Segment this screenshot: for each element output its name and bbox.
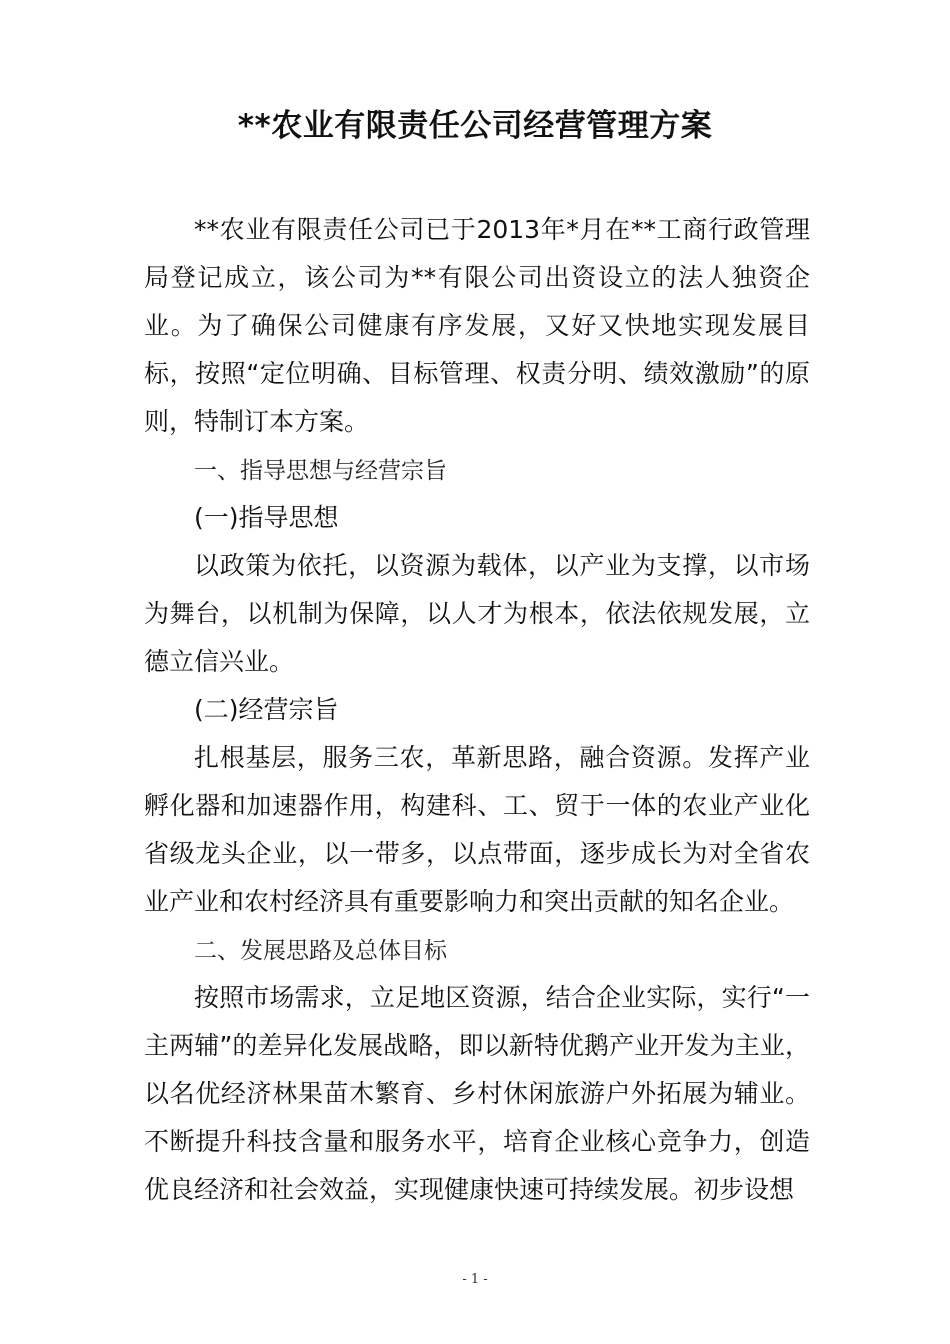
page-number: - 1 -: [462, 1272, 488, 1287]
section-1-heading: 一、指导思想与经营宗旨: [194, 458, 447, 484]
section-1-sub-1-heading: (一)指导思想: [194, 503, 339, 532]
section-2-paragraph: 按照市场需求，立足地区资源，结合企业实际，实行“一主两辅”的差异化发展战略，即以新特优鹅产业开发为主业，以名优经济林果苗木繁育、乡村休闲旅游户外拓展为辅业。不断提升科技含量和服务水平，培育企业核心竞争力，创造优良经济和社会效益，实现健康快速可持续发展。初步设想: [144, 983, 810, 1204]
document-title: **农业有限责任公司经营管理方案: [237, 108, 713, 144]
section-1-sub-1-paragraph: 以政策为依托，以资源为载体，以产业为支撑，以市场为舞台，以机制为保障，以人才为根本，依法依规发展，立德立信兴业。: [144, 551, 810, 676]
section-2-heading: 二、发展思路及总体目标: [194, 938, 447, 964]
section-1-sub-2-heading: (二)经营宗旨: [194, 695, 339, 724]
intro-paragraph: **农业有限责任公司已于2013年*月在**工商行政管理局登记成立，该公司为**有限公司出资设立的法人独资企业。为了确保公司健康有序发展，又好又快地实现发展目标，按照“定位明确、目标管理、权责分明、绩效激励”的原则，特制订本方案。: [144, 215, 810, 436]
document-body: [144, 206, 810, 1214]
section-1-sub-2-paragraph: 扎根基层，服务三农，革新思路，融合资源。发挥产业孵化器和加速器作用，构建科、工、贸于一体的农业产业化省级龙头企业，以一带多，以点带面，逐步成长为对全省农业产业和农村经济具有重要影响力和突出贡献的知名企业。: [144, 743, 810, 916]
